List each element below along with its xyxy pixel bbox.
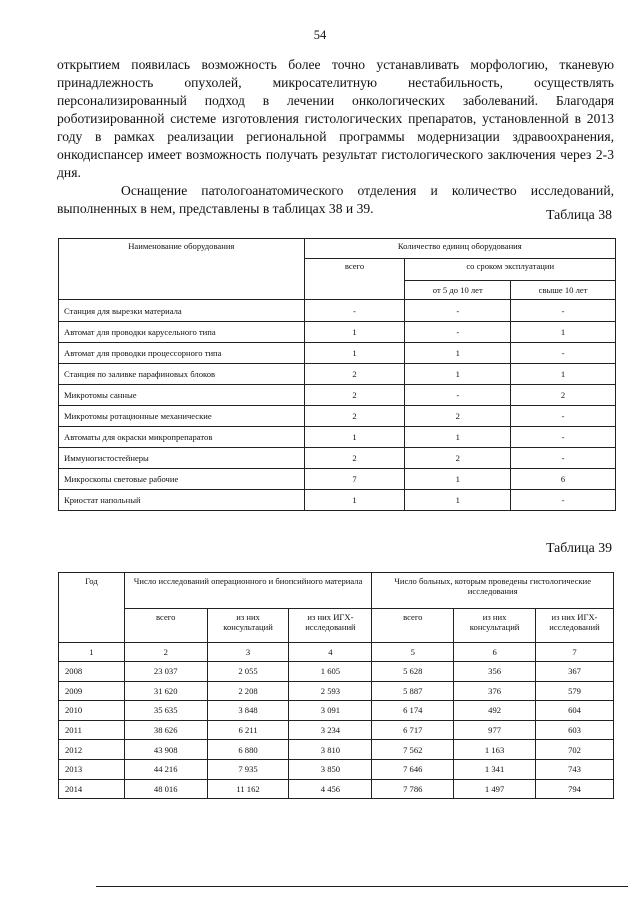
over-10-years-cell: - xyxy=(511,427,616,448)
studies-ihc-cell: 3 234 xyxy=(289,720,372,740)
studies-consult-cell: 2 208 xyxy=(207,681,289,701)
patients-ihc-cell: 367 xyxy=(536,662,614,682)
studies-total-cell: 44 216 xyxy=(124,759,207,779)
patients-consult-cell: 492 xyxy=(454,701,536,721)
studies-consult-cell: 6 880 xyxy=(207,740,289,760)
table-row xyxy=(59,448,616,469)
year-cell: 2012 xyxy=(59,740,125,760)
paragraph: Оснащение патологоанатомического отделения и количество исследований, выполненных в нем, представлены в таблицах 38 и 39. xyxy=(57,183,614,216)
column-header-patients-total: всего xyxy=(372,609,454,643)
column-header-count: Количество единиц оборудования xyxy=(304,239,615,259)
equipment-name-cell: Автомат для проводки карусельного типа xyxy=(59,322,305,343)
table-row xyxy=(59,681,614,701)
studies-total-cell: 48 016 xyxy=(124,779,207,799)
column-header-service-life: со сроком эксплуатации xyxy=(405,259,616,281)
total-cell: 7 xyxy=(304,469,405,490)
from-5-to-10-years-cell: 1 xyxy=(405,469,511,490)
year-cell: 2013 xyxy=(59,759,125,779)
column-header-over-10-years: свыше 10 лет xyxy=(511,280,616,299)
patients-consult-cell: 977 xyxy=(454,720,536,740)
table-row xyxy=(59,701,614,721)
column-header-5-10-years: от 5 до 10 лет xyxy=(405,280,511,299)
total-cell: 2 xyxy=(304,385,405,406)
studies-consult-cell: 2 055 xyxy=(207,662,289,682)
studies-ihc-cell: 3 091 xyxy=(289,701,372,721)
studies-consult-cell: 7 935 xyxy=(207,759,289,779)
over-10-years-cell: 6 xyxy=(511,469,616,490)
patients-total-cell: 7 562 xyxy=(372,740,454,760)
table-row xyxy=(59,364,616,385)
column-number: 1 xyxy=(59,643,125,662)
from-5-to-10-years-cell: 1 xyxy=(405,427,511,448)
patients-total-cell: 6 717 xyxy=(372,720,454,740)
from-5-to-10-years-cell: 1 xyxy=(405,364,511,385)
from-5-to-10-years-cell: 1 xyxy=(405,490,511,511)
from-5-to-10-years-cell: 1 xyxy=(405,343,511,364)
column-header-year: Год xyxy=(59,573,125,643)
equipment-name-cell: Иммуногистостейнеры xyxy=(59,448,305,469)
patients-ihc-cell: 603 xyxy=(536,720,614,740)
column-header-studies-ihc: из них ИГХ-исследований xyxy=(289,609,372,643)
equipment-name-cell: Микротомы ротационные механические xyxy=(59,406,305,427)
equipment-name-cell: Микротомы санные xyxy=(59,385,305,406)
body-text xyxy=(57,56,614,218)
studies-consult-cell: 3 848 xyxy=(207,701,289,721)
table-row xyxy=(59,469,616,490)
column-number: 4 xyxy=(289,643,372,662)
total-cell: 2 xyxy=(304,406,405,427)
studies-ihc-cell: 3 850 xyxy=(289,759,372,779)
over-10-years-cell: - xyxy=(511,448,616,469)
studies-total-cell: 38 626 xyxy=(124,720,207,740)
patients-total-cell: 5 628 xyxy=(372,662,454,682)
studies-ihc-cell: 3 810 xyxy=(289,740,372,760)
table-row xyxy=(59,385,616,406)
over-10-years-cell: - xyxy=(511,343,616,364)
total-cell: 2 xyxy=(304,364,405,385)
over-10-years-cell: 2 xyxy=(511,385,616,406)
total-cell: 1 xyxy=(304,427,405,448)
patients-total-cell: 7 786 xyxy=(372,779,454,799)
page-number: 54 xyxy=(313,28,327,42)
studies-ihc-cell: 1 605 xyxy=(289,662,372,682)
year-cell: 2010 xyxy=(59,701,125,721)
patients-total-cell: 7 646 xyxy=(372,759,454,779)
patients-ihc-cell: 579 xyxy=(536,681,614,701)
patients-ihc-cell: 794 xyxy=(536,779,614,799)
equipment-name-cell: Автоматы для окраски микропрепаратов xyxy=(59,427,305,448)
studies-ihc-cell: 2 593 xyxy=(289,681,372,701)
column-number: 2 xyxy=(124,643,207,662)
studies-total-cell: 23 037 xyxy=(124,662,207,682)
year-cell: 2011 xyxy=(59,720,125,740)
from-5-to-10-years-cell: - xyxy=(405,300,511,322)
patients-consult-cell: 356 xyxy=(454,662,536,682)
total-cell: 1 xyxy=(304,490,405,511)
from-5-to-10-years-cell: - xyxy=(405,322,511,343)
column-header-studies-consult: из них консультаций xyxy=(207,609,289,643)
table-row xyxy=(59,322,616,343)
column-header-patients-consult: из них консультаций xyxy=(454,609,536,643)
patients-total-cell: 5 887 xyxy=(372,681,454,701)
studies-consult-cell: 6 211 xyxy=(207,720,289,740)
table-38-caption: Таблица 38 xyxy=(546,207,612,222)
from-5-to-10-years-cell: 2 xyxy=(405,448,511,469)
paragraph: открытием появилась возможность более точно устанавливать морфологию, тканевую принадлежность опухолей, микросателитную нестабильность, осуществлять персонализированный подход в лечении онкологических заболеваний. Благодаря роботизированной системе изготовления гистологических препаратов, установленной в 2013 году в рамках реализации региональной программы модернизации здравоохранения, онкодиспансер имеет возможность получать результат гистологического заключения через 2-3 дня. xyxy=(57,57,614,180)
table-row xyxy=(59,720,614,740)
over-10-years-cell: 1 xyxy=(511,364,616,385)
patients-total-cell: 6 174 xyxy=(372,701,454,721)
column-header-studies: Число исследований операционного и биопсийного материала xyxy=(124,573,372,609)
from-5-to-10-years-cell: 2 xyxy=(405,406,511,427)
column-number: 6 xyxy=(454,643,536,662)
table-row xyxy=(59,406,616,427)
year-cell: 2008 xyxy=(59,662,125,682)
patients-consult-cell: 1 497 xyxy=(454,779,536,799)
column-header-patients-ihc: из них ИГХ-исследований xyxy=(536,609,614,643)
table-row xyxy=(59,759,614,779)
studies-consult-cell: 11 162 xyxy=(207,779,289,799)
column-header-name: Наименование оборудования xyxy=(59,239,305,300)
equipment-name-cell: Криостат напольный xyxy=(59,490,305,511)
from-5-to-10-years-cell: - xyxy=(405,385,511,406)
bottom-rule xyxy=(96,886,628,887)
year-cell: 2014 xyxy=(59,779,125,799)
over-10-years-cell: 1 xyxy=(511,322,616,343)
table-row xyxy=(59,779,614,799)
year-cell: 2009 xyxy=(59,681,125,701)
total-cell: 2 xyxy=(304,448,405,469)
patients-ihc-cell: 604 xyxy=(536,701,614,721)
patients-consult-cell: 1 163 xyxy=(454,740,536,760)
table-row xyxy=(59,662,614,682)
patients-ihc-cell: 702 xyxy=(536,740,614,760)
column-number: 5 xyxy=(372,643,454,662)
equipment-name-cell: Станция по заливке парафиновых блоков xyxy=(59,364,305,385)
studies-total-cell: 43 908 xyxy=(124,740,207,760)
total-cell: - xyxy=(304,300,405,322)
patients-consult-cell: 376 xyxy=(454,681,536,701)
total-cell: 1 xyxy=(304,322,405,343)
over-10-years-cell: - xyxy=(511,490,616,511)
table-row xyxy=(59,740,614,760)
column-header-studies-total: всего xyxy=(124,609,207,643)
table-39-caption: Таблица 39 xyxy=(546,540,612,555)
column-header-patients: Число больных, которым проведены гистологические исследования xyxy=(372,573,614,609)
patients-consult-cell: 1 341 xyxy=(454,759,536,779)
over-10-years-cell: - xyxy=(511,406,616,427)
over-10-years-cell: - xyxy=(511,300,616,322)
column-number: 3 xyxy=(207,643,289,662)
table-row xyxy=(59,300,616,322)
patients-ihc-cell: 743 xyxy=(536,759,614,779)
studies-table xyxy=(58,572,614,799)
equipment-name-cell: Станция для вырезки материала xyxy=(59,300,305,322)
studies-total-cell: 31 620 xyxy=(124,681,207,701)
equipment-name-cell: Автомат для проводки процессорного типа xyxy=(59,343,305,364)
studies-ihc-cell: 4 456 xyxy=(289,779,372,799)
studies-total-cell: 35 635 xyxy=(124,701,207,721)
table-row xyxy=(59,490,616,511)
table-row xyxy=(59,343,616,364)
equipment-table xyxy=(58,238,616,511)
total-cell: 1 xyxy=(304,343,405,364)
equipment-name-cell: Микроскопы световые рабочие xyxy=(59,469,305,490)
column-header-total: всего xyxy=(304,259,405,300)
table-row xyxy=(59,427,616,448)
column-number: 7 xyxy=(536,643,614,662)
